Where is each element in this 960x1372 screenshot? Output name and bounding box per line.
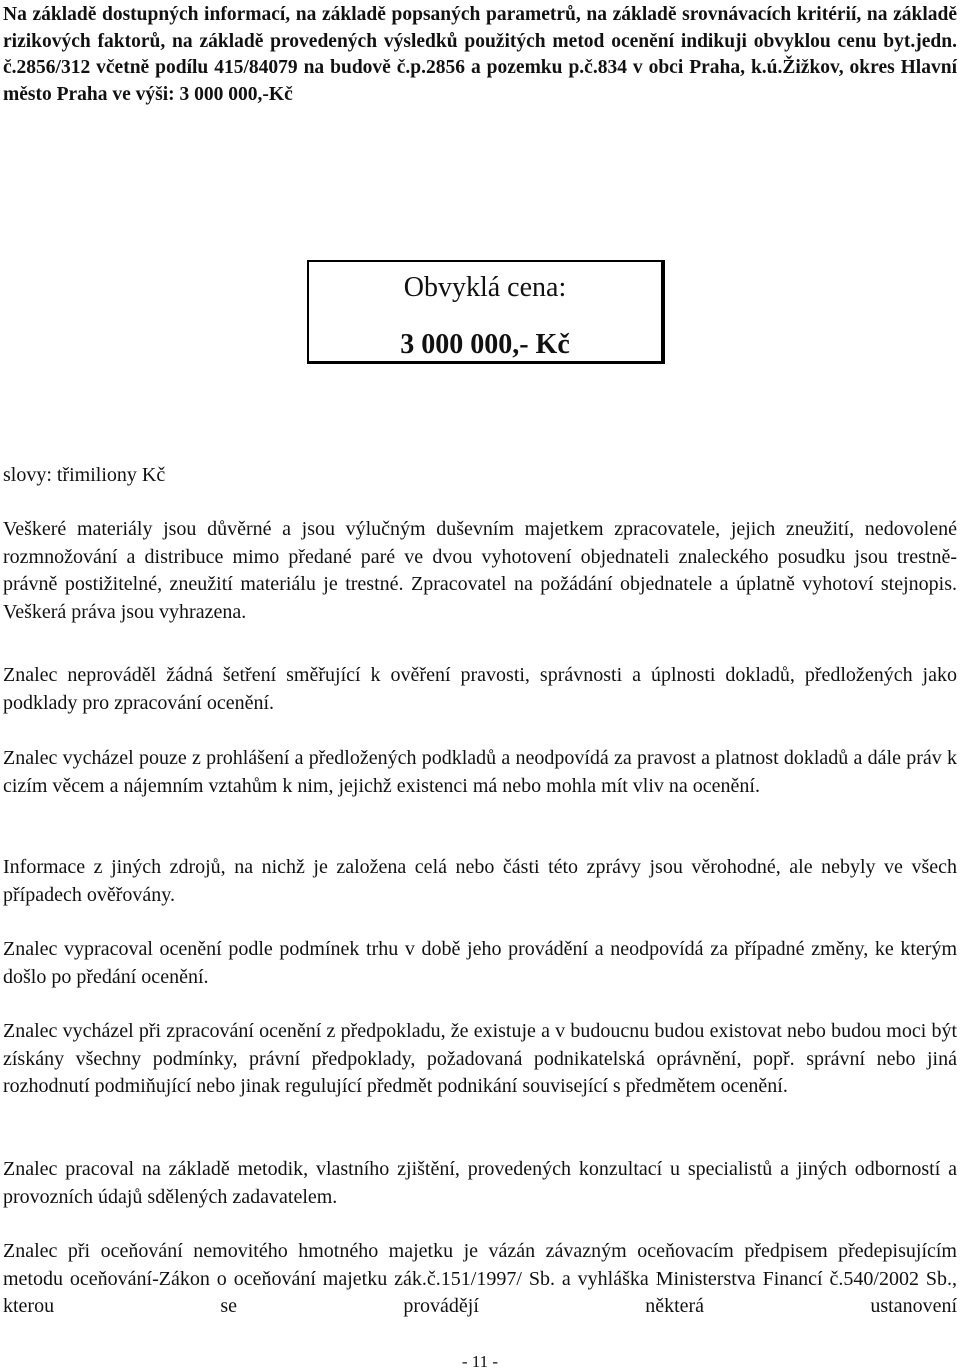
paragraph-other-sources: Informace z jiných zdrojů, na nichž je založena celá nebo části této zprávy jsou věrohodné, ale nebyly ve všech případech ověřovány. [3, 856, 957, 906]
paragraph-legal-basis: Znalec při oceňování nemovitého hmotného majetku je vázán závazným oceňovacím předpisem předepisujícím metodu oceňování-Zákon o oceňování majetku zák.č.151/1997/ Sb. a vyhláška Ministerstva Financí č.540/2002 Sb., kterou se provádějí některá ustanovení [3, 1240, 957, 1318]
paragraph-confidentiality: Veškeré materiály jsou důvěrné a jsou výlučným duševním majetkem zpracovatele, jejich zneužití, nedovolené rozmnožování a distribuce mimo předané paré ve dvou vyhotovení objednateli znaleckého posudku jsou trestně-právně postižitelné, zneužití materiálu je trestné. Zpracovatel na požádání objednatele a úplatně vyhotoví stejnopis. Veškerá práva jsou vyhrazena. [3, 518, 957, 623]
paragraph-document-verification: Znalec neprováděl žádná šetření směřující k ověření pravosti, správnosti a úplnosti dokladů, předložených jako podklady pro zpracování ocenění. [3, 664, 957, 714]
paragraph-methodology: Znalec pracoval na základě metodik, vlastního zjištění, provedených konzultací u specialistů a jiných odborností a provozních údajů sdělených zadavatelem. [3, 1158, 957, 1208]
usual-price-box [307, 260, 665, 364]
paragraph-declarations: Znalec vycházel pouze z prohlášení a předložených podkladů a neodpovídá za pravost a platnost dokladů a dále práv k cizím věcem a nájemním vztahům k nim, jejichž existenci má nebo mohla mít vliv na ocenění. [3, 747, 957, 797]
paragraph-assumptions: Znalec vycházel při zpracování ocenění z předpokladu, že existuje a v budoucnu budou existovat nebo budou moci být získány všechny podmínky, právní předpoklady, požadovaná podnikatelská oprávnění, popř. správní nebo jiná rozhodnutí podmiňující nebo jinak regulující předmět podnikání související s předmětem ocenění. [3, 1020, 957, 1098]
page-number: - 11 - [461, 1352, 499, 1371]
amount-in-words: slovy: třimiliony Kč [3, 464, 166, 486]
usual-price-value: 3 000 000,- Kč [400, 329, 570, 360]
paragraph-market-conditions: Znalec vypracoval ocenění podle podmínek trhu v době jeho provádění a neodpovídá za případné změny, ke kterým došlo po předání ocenění. [3, 938, 957, 988]
valuation-statement: Na základě dostupných informací, na základě popsaných parametrů, na základě srovnávacích kritérií, na základě rizikových faktorů, na základě provedených výsledků použitých metod ocenění indikuji obvyklou cenu byt.jedn. č.2856/312 včetně podílu 415/84079 na budově č.p.2856 a pozemku p.č.834 v obci Praha, k.ú.Žižkov, okres Hlavní město Praha ve výši: 3 000 000,-Kč [3, 4, 957, 105]
usual-price-label: Obvyklá cena: [403, 272, 567, 303]
